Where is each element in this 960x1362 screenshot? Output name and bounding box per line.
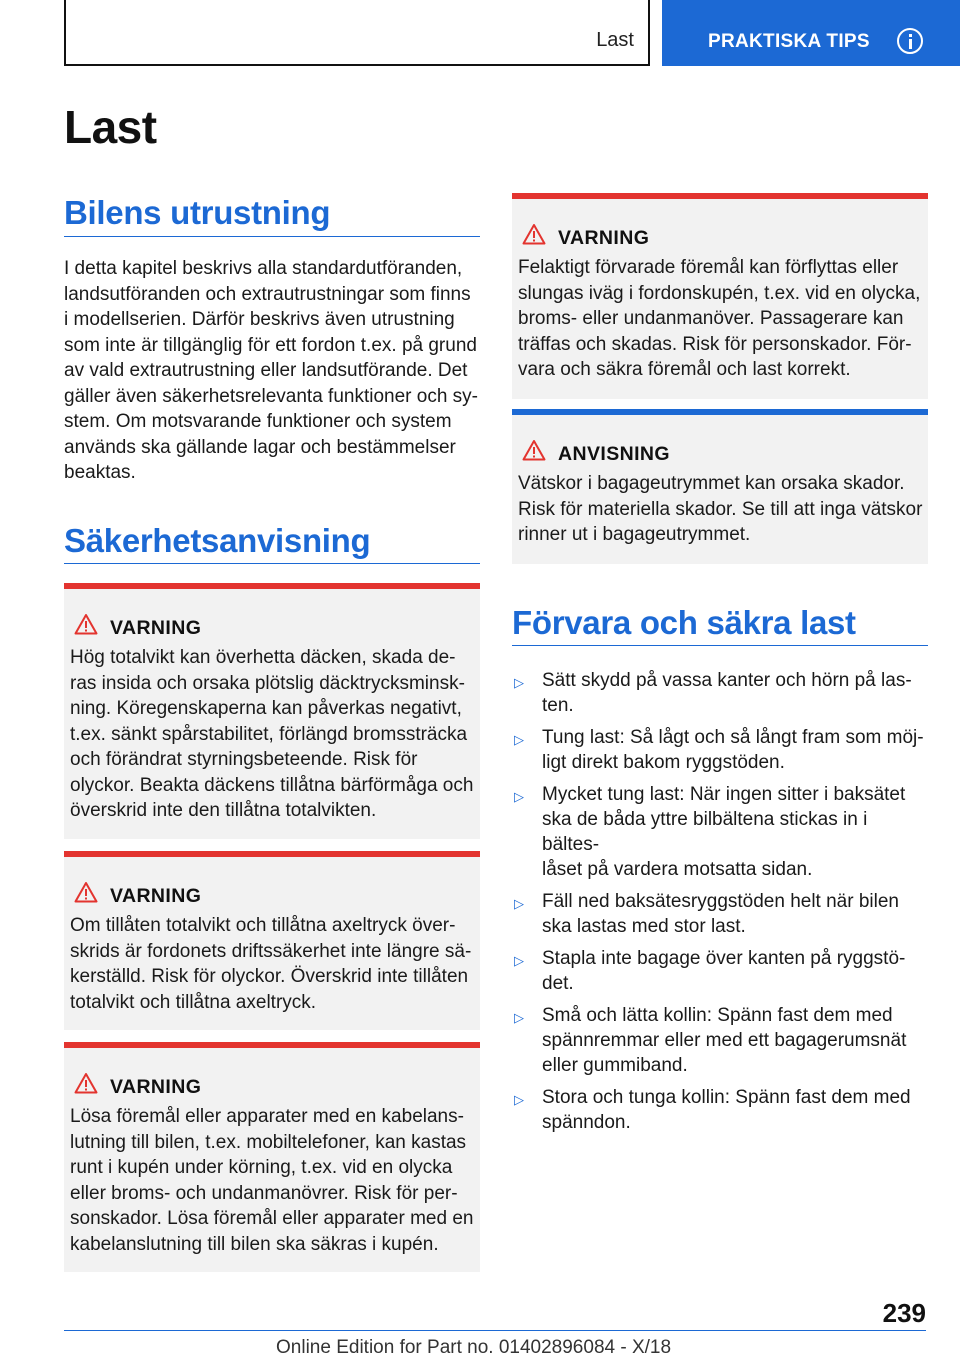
warning-text — [518, 255, 920, 383]
list-item-line: Fäll ned baksätesryggstöden helt när bilen — [542, 891, 900, 912]
text-line: överskrid inte den tillåtna totalvikten. — [70, 800, 377, 821]
equipment-paragraph — [64, 256, 484, 486]
page-number: 239 — [882, 1298, 926, 1328]
text-line: Risk för materiella skador. Se till att inga vätskor — [518, 498, 923, 520]
warning-title: VARNING — [110, 885, 202, 907]
text-line: som inte är tillgänglig för ett fordon t.ex. på grund — [64, 334, 477, 356]
text-line: landsutföranden och extrautrustningar som finns — [64, 283, 471, 305]
text-line: lutning till bilen, t.ex. mobiltelefoner, kan kastas — [70, 1131, 467, 1153]
list-item-line: ska lastas med stor last. — [542, 916, 746, 937]
text-line: kerställd. Risk för olyckor. Överskrid inte tillåten — [70, 966, 469, 987]
footer-rule — [64, 1330, 926, 1331]
text-line: ning. Köregenskaperna kan påverkas negativt, — [70, 698, 462, 719]
list-item — [512, 725, 928, 775]
text-line: stem. Om motsvarande funktioner och system — [64, 411, 452, 432]
text-line: ras insida och orsaka plötslig däcktrycksminsk- — [70, 672, 465, 694]
header-section-label: Last — [596, 29, 634, 51]
text-line: rinner ut i bagageutrymmet. — [518, 524, 751, 545]
warning-icon — [74, 613, 98, 635]
warning-title: VARNING — [558, 227, 650, 249]
text-line: Felaktigt förvarade föremål kan förflyttas eller — [518, 257, 899, 278]
list-item-line: spännremmar eller med ett bagagerumsnät — [542, 1030, 907, 1051]
text-line: slungas iväg i fordonskupén, t.ex. vid en olycka, — [518, 282, 921, 304]
text-line: Hög totalvikt kan överhetta däcken, skada de- — [70, 647, 456, 668]
tab-praktiska-tips[interactable] — [662, 0, 960, 66]
text-line: vara och säkra föremål och last korrekt. — [518, 359, 851, 380]
text-line: t.ex. sänkt spårstabilitet, förlängd bromssträcka — [70, 723, 468, 745]
warning-title: VARNING — [110, 617, 202, 639]
notice-text — [518, 471, 922, 548]
warning-icon — [522, 223, 546, 245]
list-item-line: ligt direkt bakom ryggstöden. — [542, 752, 785, 773]
text-line: olyckor. Beakta däckens tillåtna bärförmåga och — [70, 774, 474, 796]
text-line: Om tillåten totalvikt och tillåtna axeltryck över- — [70, 915, 456, 936]
text-line: träffas och skadas. Risk för personskador. För- — [518, 333, 912, 355]
warning-title: VARNING — [110, 1076, 202, 1098]
list-item-line: eller gummiband. — [542, 1055, 688, 1076]
text-line: skrids är fordonets driftssäkerhet inte längre sä- — [70, 940, 472, 962]
bullet-triangle-icon: ▷ — [514, 789, 524, 804]
list-item-line: Stapla inte bagage över kanten på ryggstö- — [542, 948, 906, 969]
warning-icon — [522, 439, 546, 461]
list-item-line: ska de båda yttre bilbältena stickas in i bältes- — [542, 809, 868, 855]
section-heading-cargo: Förvara och säkra last — [512, 604, 856, 641]
text-line: totalvikt och tillåtna axeltryck. — [70, 991, 317, 1013]
list-item-line: låset på vardera motsatta sidan. — [542, 859, 813, 880]
list-item-line: Stora och tunga kollin: Spänn fast dem med — [542, 1087, 911, 1108]
page-title: Last — [64, 101, 157, 153]
text-line: kabelanslutning till bilen ska säkras i kupén. — [70, 1233, 439, 1255]
bullet-triangle-icon: ▷ — [514, 732, 524, 747]
warning-box — [64, 1042, 480, 1272]
text-line: sonskador. Lösa föremål eller apparater med en — [70, 1208, 474, 1229]
text-line: Vätskor i bagageutrymmet kan orsaka skador. — [518, 473, 905, 494]
notice-title: ANVISNING — [558, 443, 670, 465]
info-icon — [897, 28, 923, 54]
text-line: I detta kapitel beskrivs alla standardutföranden, — [64, 258, 463, 279]
list-item — [512, 1085, 928, 1135]
list-item-line: Sätt skydd på vassa kanter och hörn på las- — [542, 670, 912, 691]
warning-text — [70, 1104, 473, 1257]
bullet-triangle-icon: ▷ — [514, 1010, 524, 1025]
footer-edition: Online Edition for Part no. 01402896084 - X/18 — [276, 1337, 672, 1358]
warning-icon — [74, 881, 98, 903]
text-line: och förändrat styrningsbeteende. Risk för — [70, 749, 418, 770]
text-line: i modellserien. Därför beskrivs även utrustning — [64, 309, 455, 330]
bullet-triangle-icon: ▷ — [514, 953, 524, 968]
warning-icon — [74, 1072, 98, 1094]
text-line: broms- eller undanmanöver. Passagerare kan — [518, 308, 904, 329]
text-line: runt i kupén under körning, t.ex. vid en olycka — [70, 1157, 453, 1178]
section-heading-safety: Säkerhetsanvisning — [64, 522, 371, 559]
text-line: beaktas. — [64, 462, 136, 483]
list-item — [512, 946, 928, 996]
list-item-line: det. — [542, 973, 574, 994]
section-heading-equipment: Bilens utrustning — [64, 194, 331, 231]
section-rule — [64, 236, 480, 237]
list-item-line: spänndon. — [542, 1112, 631, 1133]
text-line: gäller även säkerhetsrelevanta funktioner och sy- — [64, 385, 479, 407]
warning-box — [64, 851, 480, 1030]
cargo-list — [512, 668, 928, 1142]
list-item — [512, 782, 928, 882]
list-item-line: Mycket tung last: När ingen sitter i baksätet — [542, 784, 906, 805]
text-line: eller broms- och undanmanövrer. Risk för per- — [70, 1182, 458, 1204]
notice-box — [512, 409, 928, 564]
bullet-triangle-icon: ▷ — [514, 1092, 524, 1107]
list-item — [512, 1003, 928, 1078]
section-rule — [512, 645, 928, 646]
warning-text — [70, 913, 471, 1015]
warning-box — [512, 193, 928, 399]
list-item-line: ten. — [542, 695, 574, 716]
bullet-triangle-icon: ▷ — [514, 896, 524, 911]
text-line: Lösa föremål eller apparater med en kabelans- — [70, 1106, 464, 1127]
list-item-line: Tung last: Så lågt och så långt fram som möj- — [542, 727, 924, 748]
header-section-box — [64, 0, 650, 66]
list-item — [512, 889, 928, 939]
warning-box — [64, 583, 480, 839]
warning-text — [70, 645, 473, 824]
section-rule — [64, 563, 480, 564]
bullet-triangle-icon: ▷ — [514, 675, 524, 690]
tab-label: PRAKTISKA TIPS — [708, 31, 870, 52]
text-line: används ska gällande lagar och bestämmelser — [64, 436, 456, 458]
list-item — [512, 668, 928, 718]
list-item-line: Små och lätta kollin: Spänn fast dem med — [542, 1005, 893, 1026]
text-line: av vald extrautrustning eller landsutförande. Det — [64, 360, 468, 381]
